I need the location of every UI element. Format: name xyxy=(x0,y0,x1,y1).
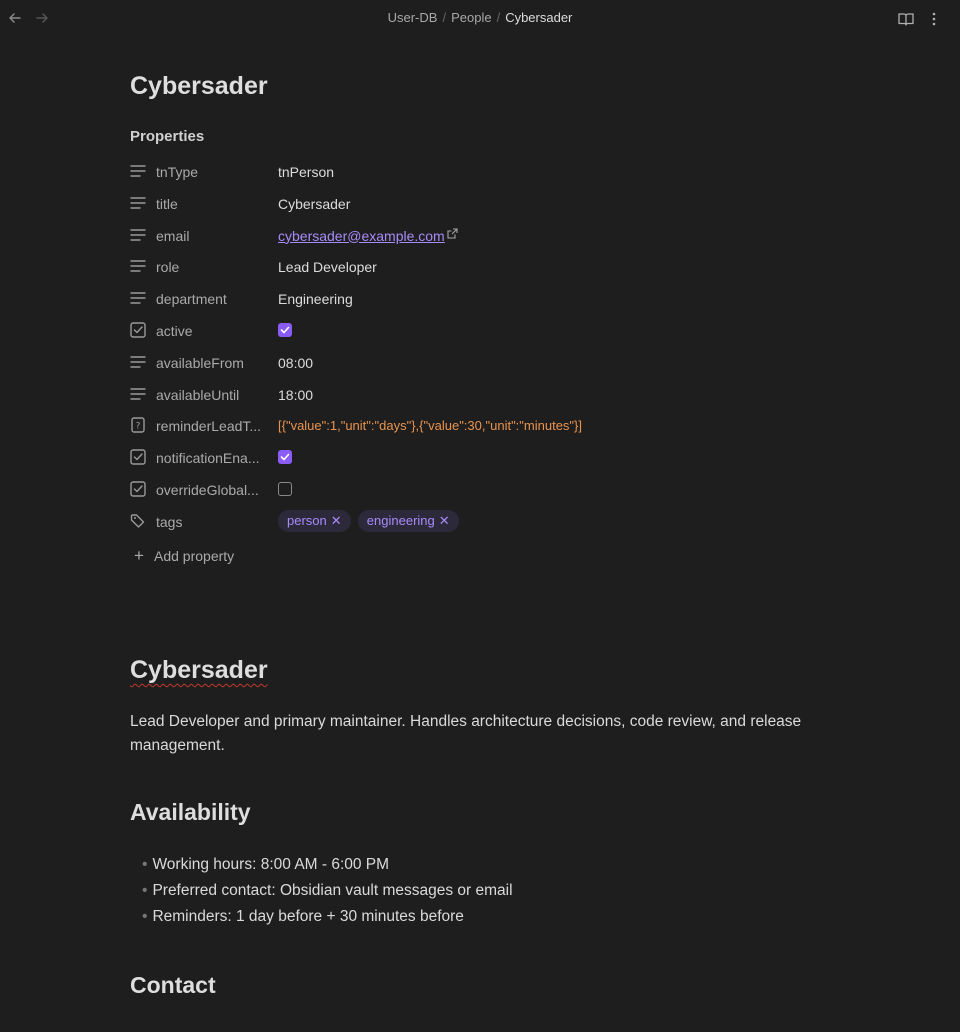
property-value[interactable]: Cybersader xyxy=(278,195,351,212)
property-key[interactable]: availableUntil xyxy=(156,386,240,403)
add-property-label: Add property xyxy=(154,548,235,564)
checkbox-icon[interactable] xyxy=(130,322,148,340)
property-key[interactable]: role xyxy=(156,259,180,276)
property-key[interactable]: tags xyxy=(156,513,183,530)
remove-tag-icon[interactable]: ✕ xyxy=(330,512,342,528)
list-item: • Preferred contact: Obsidian vault messages or email xyxy=(142,882,513,899)
note-title[interactable]: Cybersader xyxy=(130,72,268,100)
tags-icon[interactable] xyxy=(130,513,148,531)
property-row-department xyxy=(130,284,830,314)
property-row-notificationena xyxy=(130,443,830,473)
more-options-icon[interactable] xyxy=(924,9,944,29)
availability-list xyxy=(142,852,513,930)
external-link-icon xyxy=(447,228,458,239)
properties-heading[interactable]: Properties xyxy=(130,128,205,145)
property-key[interactable]: reminderLeadT... xyxy=(156,418,262,435)
text-lines-icon[interactable] xyxy=(130,354,148,372)
email-link[interactable]: cybersader@example.com xyxy=(278,228,458,244)
property-value[interactable]: Engineering xyxy=(278,291,353,308)
property-row-tntype xyxy=(130,157,830,187)
breadcrumb-item[interactable]: User-DB xyxy=(387,10,438,25)
property-row-title xyxy=(130,189,830,219)
tag-pill[interactable]: person ✕ xyxy=(278,510,351,532)
property-value[interactable]: 08:00 xyxy=(278,354,314,371)
property-key[interactable]: tnType xyxy=(156,164,199,180)
text-lines-icon[interactable] xyxy=(130,227,148,245)
property-row-availablefrom xyxy=(130,348,830,378)
text-lines-icon[interactable] xyxy=(130,195,148,213)
property-row-tags xyxy=(130,507,830,537)
text-lines-icon[interactable] xyxy=(130,386,148,404)
property-key[interactable]: availableFrom xyxy=(156,354,244,371)
add-property-button[interactable] xyxy=(134,548,234,564)
heading-1: Cybersader xyxy=(130,656,268,684)
property-key[interactable]: department xyxy=(156,291,227,308)
breadcrumb: User-DB / People / Cybersader xyxy=(387,10,573,25)
description-paragraph: Lead Developer and primary maintainer. Handles architecture decisions, code review, and release management. xyxy=(130,713,802,754)
text-lines-icon[interactable] xyxy=(130,163,148,181)
breadcrumb-current[interactable]: Cybersader xyxy=(505,10,573,25)
svg-text:?: ? xyxy=(135,421,141,432)
top-bar xyxy=(0,0,960,36)
checkbox-icon[interactable] xyxy=(130,481,148,499)
availability-heading: Availability xyxy=(130,799,251,825)
property-key[interactable]: title xyxy=(156,195,178,212)
remove-tag-icon[interactable]: ✕ xyxy=(438,512,450,528)
reading-view-icon[interactable] xyxy=(896,9,916,29)
property-row-overrideglobal xyxy=(130,475,830,505)
property-row-availableuntil xyxy=(130,380,830,410)
property-value-json[interactable]: [{"value":1,"unit":"days"},{"value":30,"unit":"minutes"}] xyxy=(278,418,582,434)
plus-icon: + xyxy=(134,546,144,565)
list-item: • Reminders: 1 day before + 30 minutes before xyxy=(142,908,464,925)
text-lines-icon[interactable] xyxy=(130,258,148,276)
property-checkbox-checked[interactable] xyxy=(278,450,292,464)
property-row-email xyxy=(130,221,830,251)
property-row-active xyxy=(130,316,830,346)
tag-pill[interactable]: engineering ✕ xyxy=(358,510,459,532)
checkbox-icon[interactable] xyxy=(130,449,148,467)
property-checkbox-checked[interactable] xyxy=(278,323,292,337)
property-row-reminderleadt xyxy=(130,411,830,441)
unknown-type-icon[interactable] xyxy=(130,417,148,435)
text-lines-icon[interactable] xyxy=(130,290,148,308)
property-key[interactable]: email xyxy=(156,227,190,244)
contact-heading: Contact xyxy=(130,972,216,998)
property-key[interactable]: notificationEna... xyxy=(156,450,260,467)
property-value[interactable]: tnPerson xyxy=(278,164,335,180)
property-value[interactable]: Lead Developer xyxy=(278,259,377,276)
property-key[interactable]: overrideGlobal... xyxy=(156,482,259,498)
property-key[interactable]: active xyxy=(156,323,193,339)
property-checkbox-unchecked[interactable] xyxy=(278,482,292,496)
property-row-role xyxy=(130,252,830,282)
list-item: • Working hours: 8:00 AM - 6:00 PM xyxy=(142,856,390,873)
breadcrumb-item[interactable]: People xyxy=(451,10,492,25)
property-value[interactable]: 18:00 xyxy=(278,386,314,403)
